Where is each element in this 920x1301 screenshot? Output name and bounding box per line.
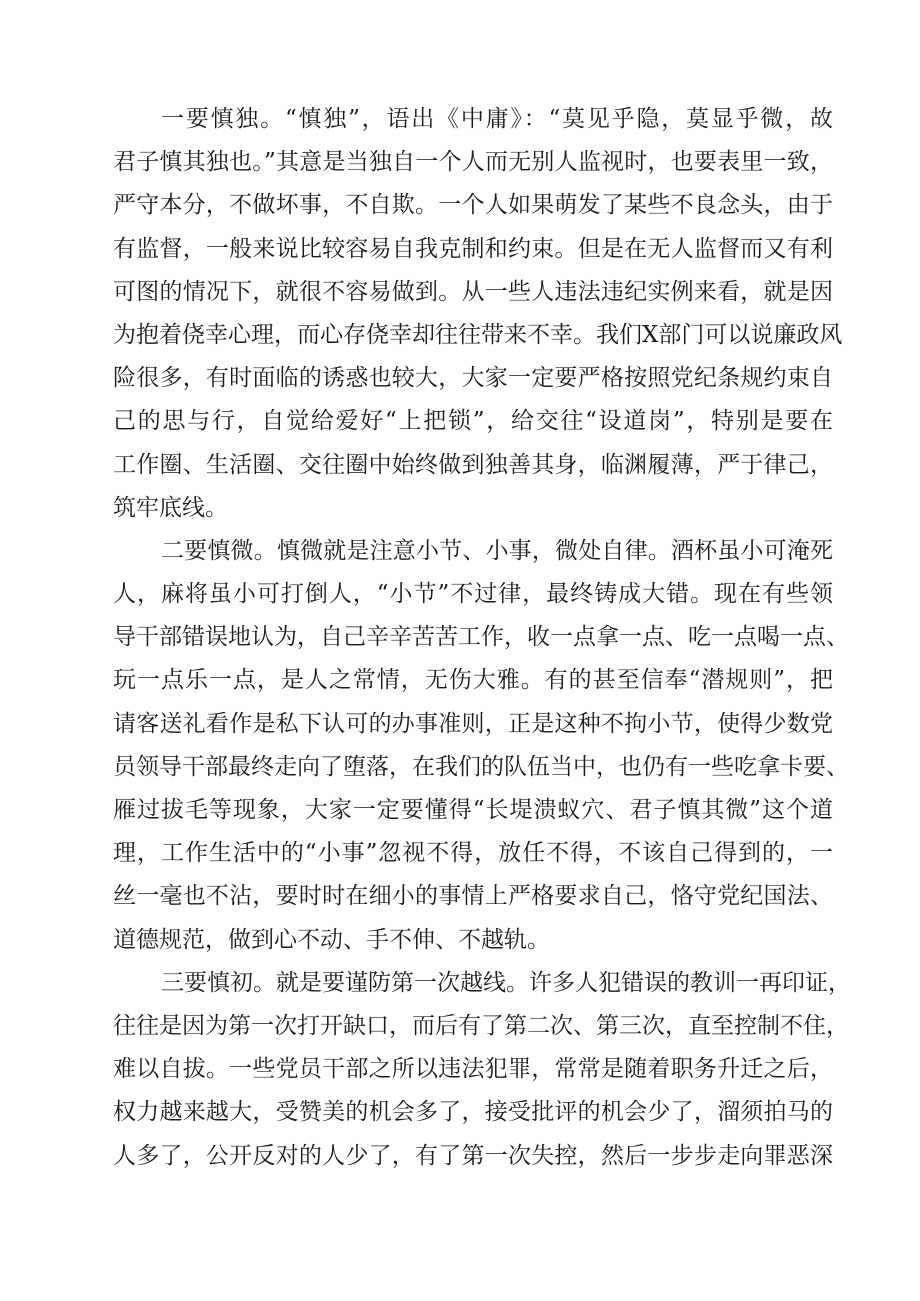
text-line: 三要慎初。就是要谨防第一次越线。许多人犯错误的教训一再印证， xyxy=(161,969,851,996)
text-line: 人，麻将虽小可打倒人，“小节”不过律，最终铸成大错。现在有些领 xyxy=(113,581,833,608)
text-line: 丝一毫也不沾，要时时在细小的事情上严格要求自己，恪守党纪国法、 xyxy=(113,883,833,910)
text-line: 权力越来越大，受赞美的机会多了，接受批评的机会少了，溜须拍马的 xyxy=(113,1099,833,1126)
text-line: 君子慎其独也。”其意是当独自一个人而无别人监视时，也要表里一致， xyxy=(113,149,833,176)
text-line: 有监督，一般来说比较容易自我克制和约束。但是在无人监督而又有利 xyxy=(113,235,833,262)
text-line: 往往是因为第一次打开缺口，而后有了第二次、第三次，直至控制不住， xyxy=(113,1012,849,1039)
text-line: 导干部错误地认为，自己辛辛苦苦工作，收一点拿一点、吃一点喝一点、 xyxy=(113,624,849,651)
text-line: 理，工作生活中的“小事”忽视不得，放任不得，不该自己得到的，一 xyxy=(113,840,833,867)
text-line: 人多了，公开反对的人少了，有了第一次失控，然后一步步走向罪恶深 xyxy=(113,1142,833,1169)
paragraph-shen-du xyxy=(113,98,843,530)
text-line: 一要慎独。“慎独”，语出《中庸》：“莫见乎隐，莫显乎微，故 xyxy=(161,106,833,132)
text-line: 筑牢底线。 xyxy=(113,494,228,521)
text-line: 二要慎微。慎微就是注意小节、小事，微处自律。酒杯虽小可淹死 xyxy=(161,537,833,564)
paragraph-shen-chu xyxy=(113,962,851,1178)
text-line: 险很多，有时面临的诱惑也较大，大家一定要严格按照党纪条规约束自 xyxy=(113,365,833,392)
text-line: 难以自拔。一些党员干部之所以违法犯罪，常常是随着职务升迁之后， xyxy=(113,1056,833,1083)
paragraph-shen-wei xyxy=(113,530,849,962)
text-line: 严守本分，不做坏事，不自欺。一个人如果萌发了某些不良念头，由于 xyxy=(113,192,833,219)
text-line: 为抱着侥幸心理，而心存侥幸却往往带来不幸。我们X部门可以说廉政风 xyxy=(113,321,843,348)
text-line: 请客送礼看作是私下认可的办事准则，正是这种不拘小节，使得少数党 xyxy=(113,710,833,737)
text-line: 员领导干部最终走向了堕落，在我们的队伍当中，也仍有一些吃拿卡要、 xyxy=(113,753,849,780)
text-line: 道德规范，做到心不动、手不伸、不越轨。 xyxy=(113,926,550,953)
text-line: 雁过拔毛等现象，大家一定要懂得“长堤溃蚁穴、君子慎其微”这个道 xyxy=(113,797,833,823)
text-line: 己的思与行，自觉给爱好“上把锁”，给交往“设道岗”，特别是要在 xyxy=(113,408,833,435)
document-body xyxy=(113,98,851,1178)
text-line: 玩一点乐一点，是人之常情，无伤大雅。有的甚至信奉“潜规则”，把 xyxy=(113,667,833,694)
text-line: 可图的情况下，就很不容易做到。从一些人违法违纪实例来看，就是因 xyxy=(113,278,833,305)
text-line: 工作圈、生活圈、交往圈中始终做到独善其身，临渊履薄，严于律己， xyxy=(113,451,833,478)
